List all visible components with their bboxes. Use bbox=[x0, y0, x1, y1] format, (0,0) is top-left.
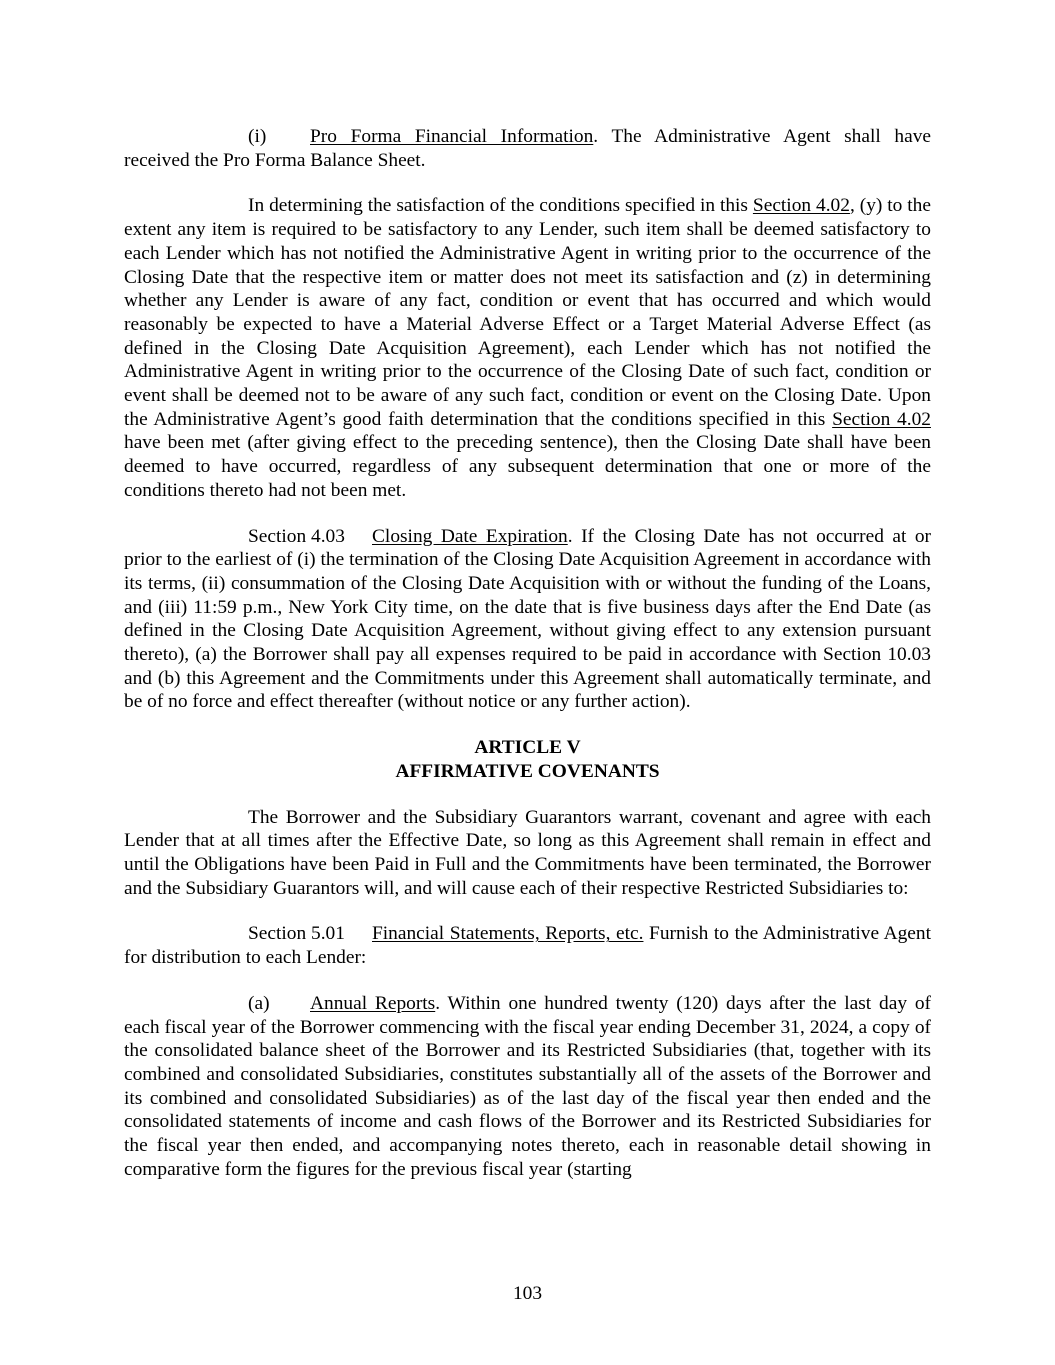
paragraph-determining bbox=[124, 194, 931, 502]
section-title-501: Financial Statements, Reports, etc. bbox=[372, 923, 644, 945]
page-number: 103 bbox=[512, 1283, 543, 1304]
paragraph-annual-reports bbox=[124, 992, 931, 1182]
section-ref-402-second: Section 4.02 bbox=[832, 408, 931, 430]
article-heading bbox=[124, 736, 931, 783]
section-number-501: Section 5.01 bbox=[248, 923, 345, 945]
section-text-403: . If the Closing Date has not occurred at or prior to the earliest of (i) the termination of the Closing Date Acquisition Agreement in accordance with its terms, (ii) consummation of the Closing Date Acquisition with or without the funding of the Loans, and (iii) 11:59 p.m., New York City time, on the date that is five business days after the End Date (as defined in the Closing Date Acquisition Agreement, without giving effect to any extension pursuant thereto), (a) the Borrower shall pay all expenses required to be paid in accordance with Section 10.03 and (b) this Agreement and the Commitments under this Agreement shall automatically terminate, and be of no force and effect thereafter (without notice or any further action). bbox=[124, 525, 931, 713]
paragraph-section-403 bbox=[124, 525, 931, 715]
article-title: AFFIRMATIVE COVENANTS bbox=[395, 760, 660, 782]
determining-text-post: have been met (after giving effect to the preceding sentence), then the Closing Date shall have been deemed to have occurred, regardless of any subsequent determination that one or more of the conditions thereto had not been met. bbox=[124, 432, 931, 501]
determining-text-pre: In determining the satisfaction of the conditions specified in this bbox=[248, 195, 753, 217]
determining-text-mid: , (y) to the extent any item is required to be satisfactory to any Lender, such item shall be deemed satisfactory to each Lender which has not notified the Administrative Agent in writing prior to the occurrence of the Closing Date that the respective item or matter does not meet its satisfaction and (z) in determining whether any Lender is aware of any fact, condition or event that has occurred and which would reasonably be expected to have a Material Adverse Effect or a Target Material Adverse Effect (as defined in the Closing Date Acquisition Agreement), each Lender which has not notified the Administrative Agent in writing prior to the occurrence of the Closing Date of such fact, condition or event shall be deemed not to be aware of any such fact, condition or event on the Closing Date. Upon the Administrative Agent’s good faith determination that the conditions specified in this bbox=[124, 195, 931, 430]
paragraph-pro-forma bbox=[124, 125, 931, 172]
document-body bbox=[124, 125, 931, 1203]
article-number: ARTICLE V bbox=[474, 737, 581, 759]
borrower-covenant-text: The Borrower and the Subsidiary Guarantors warrant, covenant and agree with each Lender that at all times after the Effective Date, so long as this Agreement shall remain in effect and until the Obligations have been Paid in Full and the Commitments have been terminated, the Borrower and the Subsidiary Guarantors will, and will cause each of their respective Restricted Subsidiaries to: bbox=[124, 806, 931, 899]
clause-label-i: (i) bbox=[248, 126, 267, 147]
section-ref-402-first: Section 4.02 bbox=[752, 195, 850, 217]
clause-title-pro-forma: Pro Forma Financial Information bbox=[310, 126, 594, 147]
clause-label-a: (a) bbox=[248, 992, 270, 1014]
clause-text-pro-forma: . The Administrative Agent shall have received the Pro Forma Balance Sheet. bbox=[124, 126, 931, 171]
clause-text-annual-reports: . Within one hundred twenty (120) days after the last day of each fiscal year of the Borrower commencing with the fiscal year ending December 31, 2024, a copy of the consolidated balance sheet of the Borrower and its Restricted Subsidiaries (that, together with its combined and consolidated Subsidiaries, constitutes substantially all of the assets of the Borrower and its combined and consolidated Subsidiaries) as of the last day of the fiscal year then ended and the consolidated statements of income and cash flows of the Borrower and its Restricted Subsidiaries for the fiscal year then ended, and accompanying notes thereto, each in reasonable detail showing in comparative form the figures for the previous fiscal year (starting bbox=[124, 992, 931, 1180]
section-number-403: Section 4.03 bbox=[248, 525, 345, 547]
paragraph-borrower-covenant bbox=[124, 806, 931, 901]
section-text-501: Furnish to the Administrative Agent for distribution to each Lender: bbox=[124, 923, 931, 969]
paragraph-section-501 bbox=[124, 922, 931, 969]
section-title-403: Closing Date Expiration bbox=[372, 525, 568, 547]
clause-title-annual-reports: Annual Reports bbox=[310, 992, 436, 1014]
